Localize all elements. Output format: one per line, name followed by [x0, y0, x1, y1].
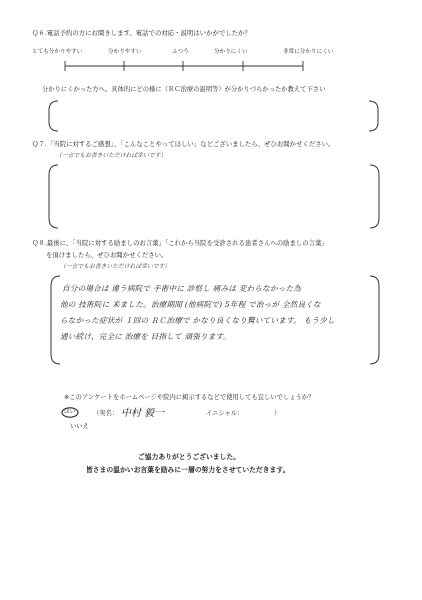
consent-question: ※このアンケートをホームページや院内に掲示するなどで使用しても宜しいでしょうか？: [64, 394, 315, 401]
q8-title-line1: Ｑ８.最後に、「当院に対する励ましのお言葉」「これから当院を受診される患者さんへの励ましの言葉」: [32, 239, 328, 247]
answer-line-3: らなかった症状が １回の ＲＣ治療で かなり良くなり驚いています。 もう少し: [60, 316, 335, 325]
no-option[interactable]: いいえ: [70, 423, 89, 430]
scale-label-1: とても分かりやすい: [32, 49, 83, 55]
q6-title: Ｑ６.電話予約の方にお聞きします。電話での対応・説明はいかがでしたか？: [32, 29, 251, 37]
initial-label: イニシャル：: [206, 410, 244, 417]
answer-line-4: 通い続け、完全に 治療を 目指して 頑張ります。: [60, 332, 231, 341]
scale-label-5: 非常に分かりにくい: [283, 49, 334, 55]
answer-line-2: 他の 技術院に 来ました。治療期間 (他病院で) 5年程 で治っが 全然良くな: [60, 300, 321, 309]
scale-label-3: ふつう: [172, 49, 189, 55]
answer-line-1: 自分の場合は 違う病院で 手術中に 診察し 痛みは 変わらなかった為: [62, 284, 302, 293]
q6-followup: 分かりにくかった方へ。具体的にどの様に（ＲＣ治療の説明等）が分かりづらかったか教えて下さい: [42, 86, 326, 93]
scale-label-2: 分かりやすい: [108, 49, 142, 55]
thanks-line-2: 皆さまの温かいお言葉を励みに一層の努力をさせていただきます。: [86, 466, 290, 474]
thanks-line-1: ご協力ありがとうございました。: [138, 453, 240, 461]
close-paren: ）: [274, 410, 281, 417]
name-label: （実名：: [93, 410, 119, 417]
q8-title-line2: を頂けましたら、ぜひお聞かせください。: [46, 251, 168, 259]
q7-title: Ｑ７.「当院に対するご感想」、「こんなことやってほしい」などございましたら、ぜひお聞かせください。: [32, 140, 335, 148]
yes-option[interactable]: [61, 407, 79, 418]
q8-note: （一言でもお書きいただければ幸いです）: [60, 264, 171, 270]
yes-label: はい: [64, 409, 76, 415]
q7-note: （一言でもお書きいただければ幸いです）: [56, 153, 167, 159]
scale-label-4: 分かりにくい: [214, 49, 248, 55]
name-value[interactable]: 中村 毅一: [121, 408, 165, 419]
